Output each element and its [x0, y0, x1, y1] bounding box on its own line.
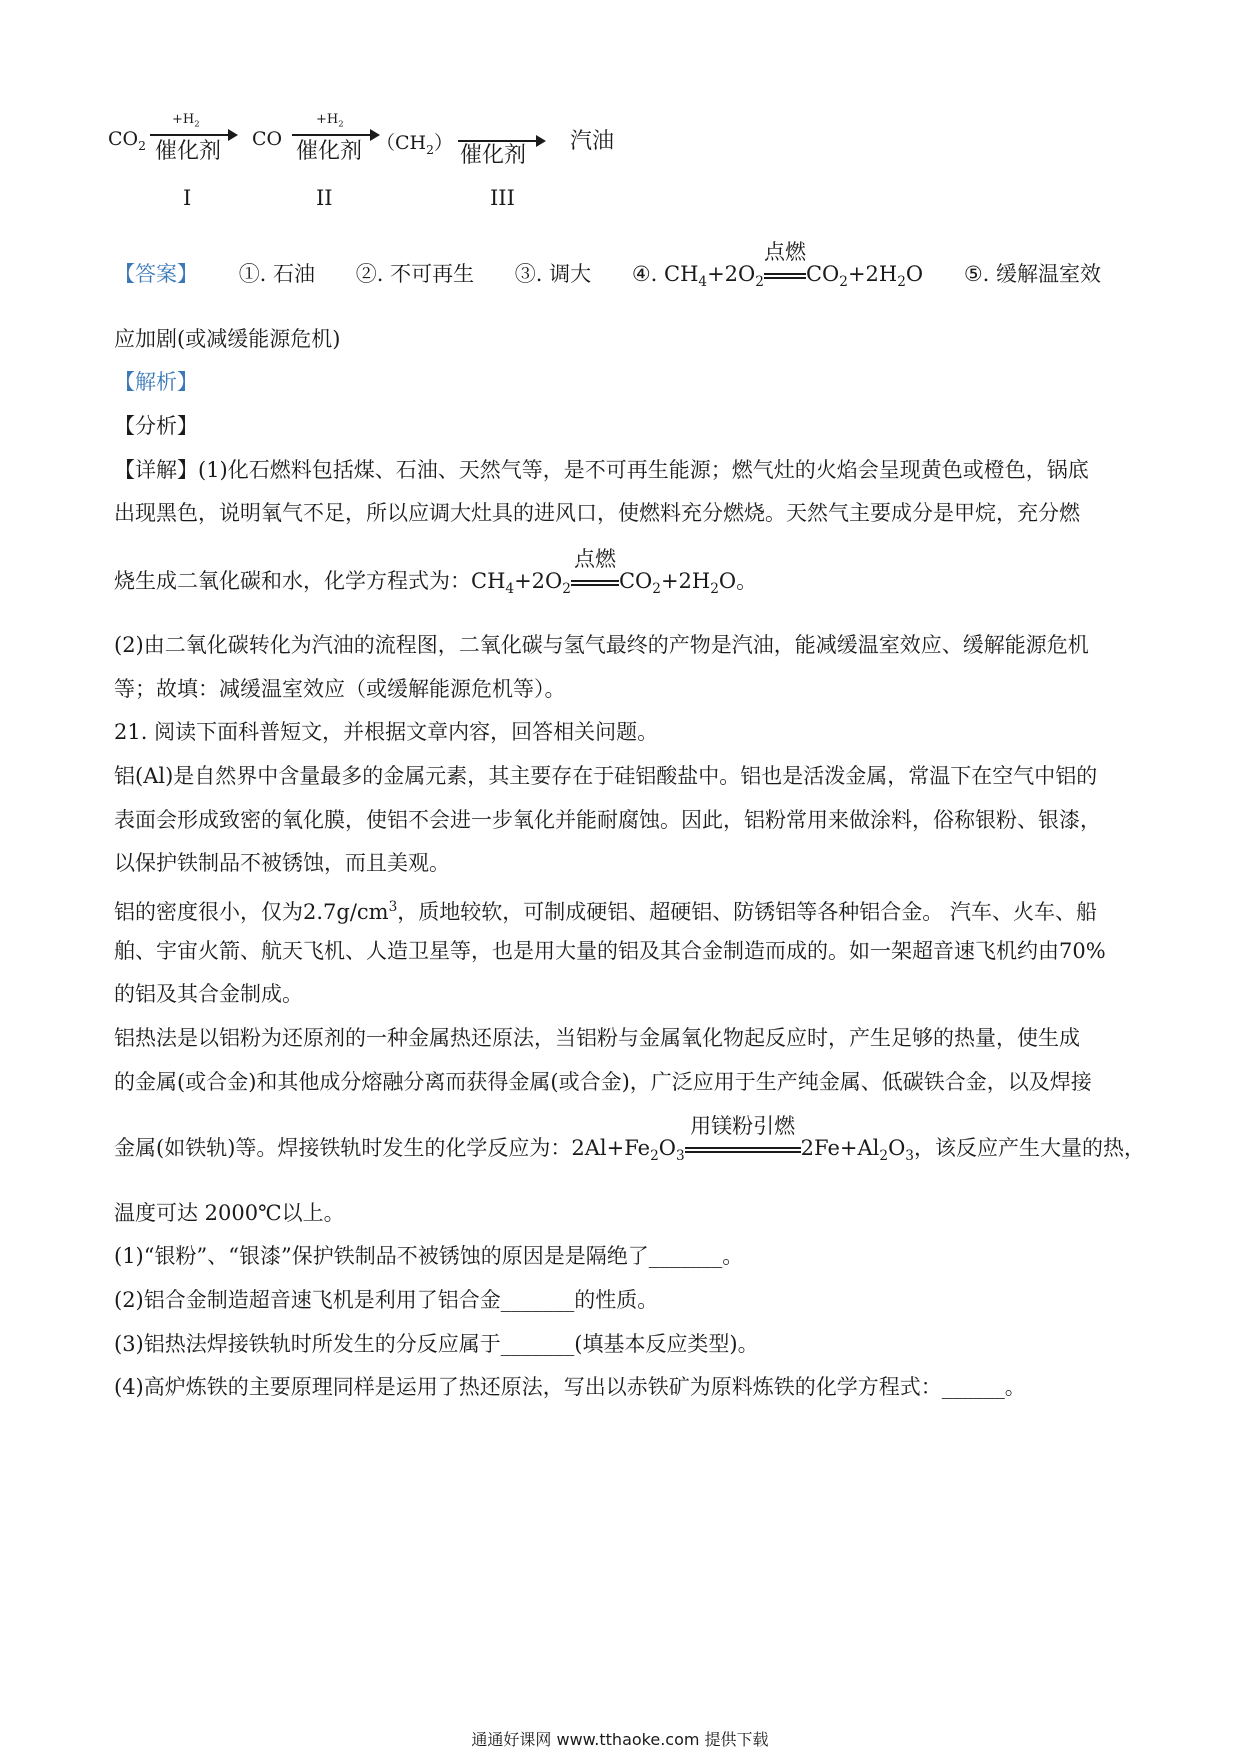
page-footer: 通通好课网 www.tthaoke.com 提供下载 — [471, 1730, 769, 1749]
answer-3: ③. 调大 — [514, 262, 592, 286]
q21-p1-line-1: 铝(Al)是自然界中含量最多的金属元素，其主要存在于硅铝酸盐中。铝也是活泼金属，常温下在空气中铝的 — [114, 764, 1098, 788]
q21-p2-line-1: 铝的密度很小，仅为$2.7g/cm^3$，质地较软，可制成硬铝、超硬铝、防锈铝等各种铝合金。 汽车、火车、船 — [114, 899, 1097, 924]
q21-p1-line-2: 表面会形成致密的氧化膜，使铝不会进一步氧化并能耐腐蚀。因此，铝粉常用来做涂料，俗称银粉、银漆， — [114, 808, 1101, 832]
equation-condition: 点燃 — [571, 565, 619, 597]
answer-2: ②. 不可再生 — [355, 262, 475, 286]
answer-1: ①. 石油 — [238, 262, 316, 286]
co2-label: $CO_2$ — [108, 128, 146, 153]
answer-4: ④. $CH_4+2O_2$ 点燃 $CO_2+2H_2O$ — [631, 240, 924, 291]
detail-line-3: 烧生成二氧化碳和水，化学方程式为：$CH_4+2O_2$ 点燃 $CO_2+2H_2O$。 — [114, 547, 758, 598]
q21-p3-line-3: 金属(如铁轨)等。焊接铁轨时发生的化学反应为：$2Al+Fe_2O_3$ 用镁粉引燃 $2Fe+Al_2O_3$，该反应产生大量的热， — [114, 1114, 1145, 1165]
catalyst-2: 催化剂 — [296, 139, 363, 164]
catalyst-3: 催化剂 — [460, 143, 527, 168]
q21-p1-line-3: 以保护铁制品不被锈蚀，而且美观。 — [114, 851, 450, 875]
q21-p3-line-2: 的金属(或合金)和其他成分熔融分离而获得金属(或合金)，广泛应用于生产纯金属、低碳铁合金，以及焊接 — [114, 1070, 1092, 1094]
h2-label-1: $+H_2$ — [172, 112, 200, 129]
q21-question-1: (1)“银粉”、“银漆”保护铁制品不被锈蚀的原因是是隔绝了_______。 — [114, 1244, 744, 1268]
q21-p3-line-4: 温度可达 2000℃以上。 — [114, 1201, 345, 1225]
ch2-label: $(CH_2)$ — [376, 132, 453, 157]
answer-line — [114, 240, 1130, 298]
q21-p2-line-3: 的铝及其合金制成。 — [114, 982, 303, 1006]
q21-p3-line-1: 铝热法是以铝粉为还原剂的一种金属热还原法，当铝粉与金属氧化物起反应时，产生足够的热量，使生成 — [114, 1026, 1080, 1050]
h2-label-2: $+H_2$ — [316, 112, 344, 129]
q21-p2-line-2: 舶、宇宙火箭、航天飞机、人造卫星等，也是用大量的铝及其合金制造而成的。如一架超音速飞机约由70% — [114, 939, 1106, 963]
analysis-tag: 【解析】 — [114, 370, 198, 394]
detail-line-5: 等；故填：减缓温室效应（或缓解能源危机等）。 — [114, 677, 566, 701]
q21-intro: 21. 阅读下面科普短文，并根据文章内容，回答相关问题。 — [114, 720, 659, 744]
catalyst-1: 催化剂 — [155, 139, 222, 164]
detail-line-1: 【详解】(1)化石燃料包括煤、石油、天然气等，是不可再生能源；燃气灶的火焰会呈现黄色或橙色，锅底 — [114, 458, 1089, 482]
equation-condition: 点燃 — [764, 258, 806, 290]
q21-question-4: (4)高炉炼铁的主要原理同样是运用了热还原法，写出以赤铁矿为原料炼铁的化学方程式：______。 — [114, 1375, 1026, 1399]
step-1-label: I — [183, 186, 192, 210]
step-2-label: II — [316, 186, 333, 210]
answer-tag: 【答案】 — [114, 262, 198, 286]
q21-question-2: (2)铝合金制造超音速飞机是利用了铝合金_______的性质。 — [114, 1288, 659, 1312]
step-3-label: III — [490, 186, 515, 210]
gasoline-label: 汽油 — [570, 129, 615, 154]
q21-question-3: (3)铝热法焊接铁轨时所发生的分反应属于_______(填基本反应类型)。 — [114, 1332, 759, 1356]
detail-line-2: 出现黑色，说明氧气不足，所以应调大灶具的进风口，使燃料充分燃烧。天然气主要成分是甲烷，充分燃 — [114, 501, 1080, 525]
co-label: CO — [252, 128, 283, 150]
answer-continuation: 应加剧(或减缓能源危机) — [114, 327, 341, 351]
answer-5: ⑤. 缓解温室效 — [963, 262, 1101, 286]
detail-line-4: (2)由二氧化碳转化为汽油的流程图，二氧化碳与氢气最终的产物是汽油，能减缓温室效应、缓解能源危机 — [114, 633, 1089, 657]
equation-condition: 用镁粉引燃 — [685, 1132, 801, 1164]
fenxi-tag: 【分析】 — [114, 414, 198, 438]
